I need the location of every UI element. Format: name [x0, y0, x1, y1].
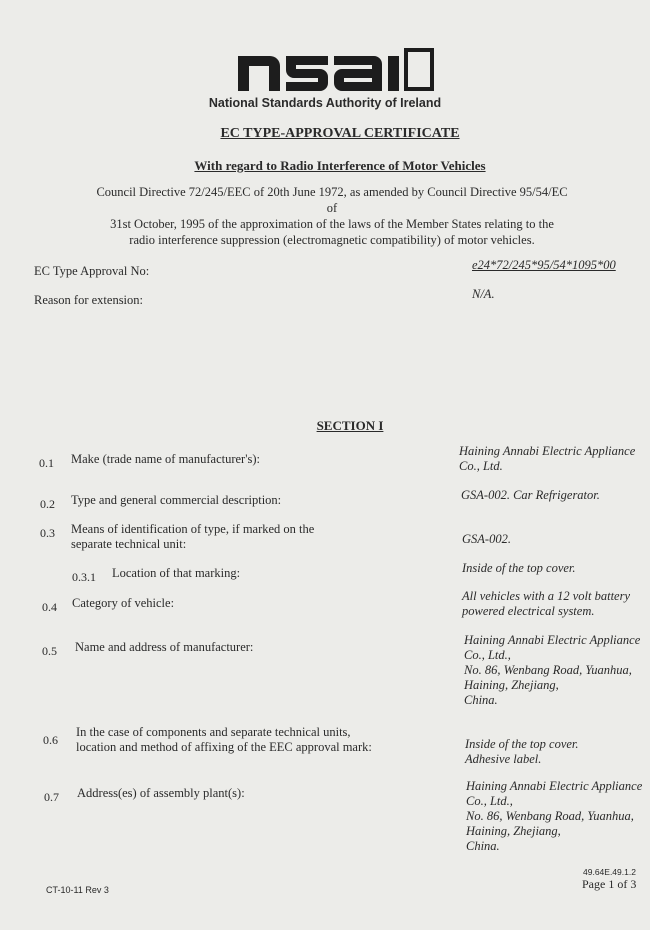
extension-reason-label: Reason for extension: — [34, 293, 144, 307]
reference-number: 49.64E.49.1.2 — [583, 867, 636, 877]
item-label — [76, 725, 372, 755]
item-value-line: Co., Ltd. — [459, 459, 503, 473]
item-label-line: Means of identification of type, if marked on the — [71, 522, 315, 536]
item-value-line: Inside of the top cover. — [462, 561, 576, 575]
extension-reason-value: N/A. — [472, 287, 495, 301]
item-label-line: separate technical unit: — [71, 537, 187, 551]
item-number: 0.3 — [40, 526, 55, 540]
item-value-line: Haining, Zhejiang, — [464, 678, 559, 692]
item-label-line: Type and general commercial description: — [71, 493, 282, 507]
item-number: 0.3.1 — [72, 570, 96, 584]
item-label — [71, 522, 314, 552]
item-value-line: Adhesive label. — [465, 752, 542, 766]
item-value-line: Haining, Zhejiang, — [466, 824, 561, 838]
item-label-line: Make (trade name of manufacturer's): — [71, 452, 260, 466]
item-number: 0.7 — [44, 790, 59, 804]
item-label-line: location and method of affixing of the EEC approval mark: — [76, 740, 372, 754]
item-value — [461, 488, 600, 503]
item-value-line: GSA-002. Car Refrigerator. — [461, 488, 600, 502]
directive-intro — [92, 184, 572, 248]
item-label — [72, 596, 174, 611]
item-number: 0.5 — [42, 644, 57, 658]
item-value-line: Co., Ltd., — [466, 794, 513, 808]
intro-line: radio interference suppression (electromagnetic compatibility) of motor vehicles. — [129, 233, 535, 247]
item-value-line: Inside of the top cover. — [465, 737, 579, 751]
item-label — [77, 786, 245, 801]
item-value-line: GSA-002. — [462, 532, 511, 546]
item-value-line: No. 86, Wenbang Road, Yuanhua, — [466, 809, 634, 823]
intro-line: 31st October, 1995 of the approximation of the laws of the Member States relating to the — [110, 217, 554, 231]
item-value-line: China. — [464, 693, 498, 707]
item-value-line: Co., Ltd., — [464, 648, 511, 662]
item-number: 0.6 — [43, 733, 58, 747]
approval-number-value: e24*72/245*95/54*1095*00 — [472, 258, 616, 272]
item-value-line: Haining Annabi Electric Appliance — [464, 633, 641, 647]
certificate-title: EC TYPE-APPROVAL CERTIFICATE — [220, 126, 460, 141]
page-number: Page 1 of 3 — [582, 877, 637, 891]
item-label — [75, 640, 253, 655]
item-label-line: In the case of components and separate technical units, — [76, 725, 351, 739]
item-value-line: powered electrical system. — [462, 604, 595, 618]
section-heading: SECTION I — [316, 418, 384, 433]
item-label-line: Location of that marking: — [112, 566, 241, 580]
item-number: 0.1 — [39, 456, 54, 470]
approval-number-label: EC Type Approval No: — [34, 264, 150, 278]
item-value — [459, 444, 635, 474]
item-value — [462, 561, 576, 576]
form-code: CT-10-11 Rev 3 — [46, 885, 109, 895]
item-number: 0.2 — [40, 497, 55, 511]
item-label — [71, 452, 260, 467]
item-label — [71, 493, 281, 508]
item-value-line: Haining Annabi Electric Appliance — [459, 444, 636, 458]
item-value — [465, 737, 579, 767]
certificate-subtitle: With regard to Radio Interference of Motor Vehicles — [194, 158, 486, 173]
item-value — [462, 589, 630, 619]
item-value — [462, 532, 511, 547]
item-label — [112, 566, 240, 581]
item-number: 0.4 — [42, 600, 57, 614]
item-value-line: Haining Annabi Electric Appliance — [466, 779, 643, 793]
item-label-line: Category of vehicle: — [72, 596, 175, 610]
item-value — [466, 779, 642, 854]
item-value — [464, 633, 640, 708]
item-value-line: No. 86, Wenbang Road, Yuanhua, — [464, 663, 632, 677]
item-value-line: All vehicles with a 12 volt battery — [462, 589, 631, 603]
org-name: National Standards Authority of Ireland — [208, 96, 442, 110]
item-label-line: Name and address of manufacturer: — [75, 640, 254, 654]
nsai-logo — [236, 48, 436, 92]
intro-line: Council Directive 72/245/EEC of 20th June 1972, as amended by Council Directive 95/54/EC of — [96, 185, 568, 215]
item-label-line: Address(es) of assembly plant(s): — [77, 786, 245, 800]
item-value-line: China. — [466, 839, 500, 853]
